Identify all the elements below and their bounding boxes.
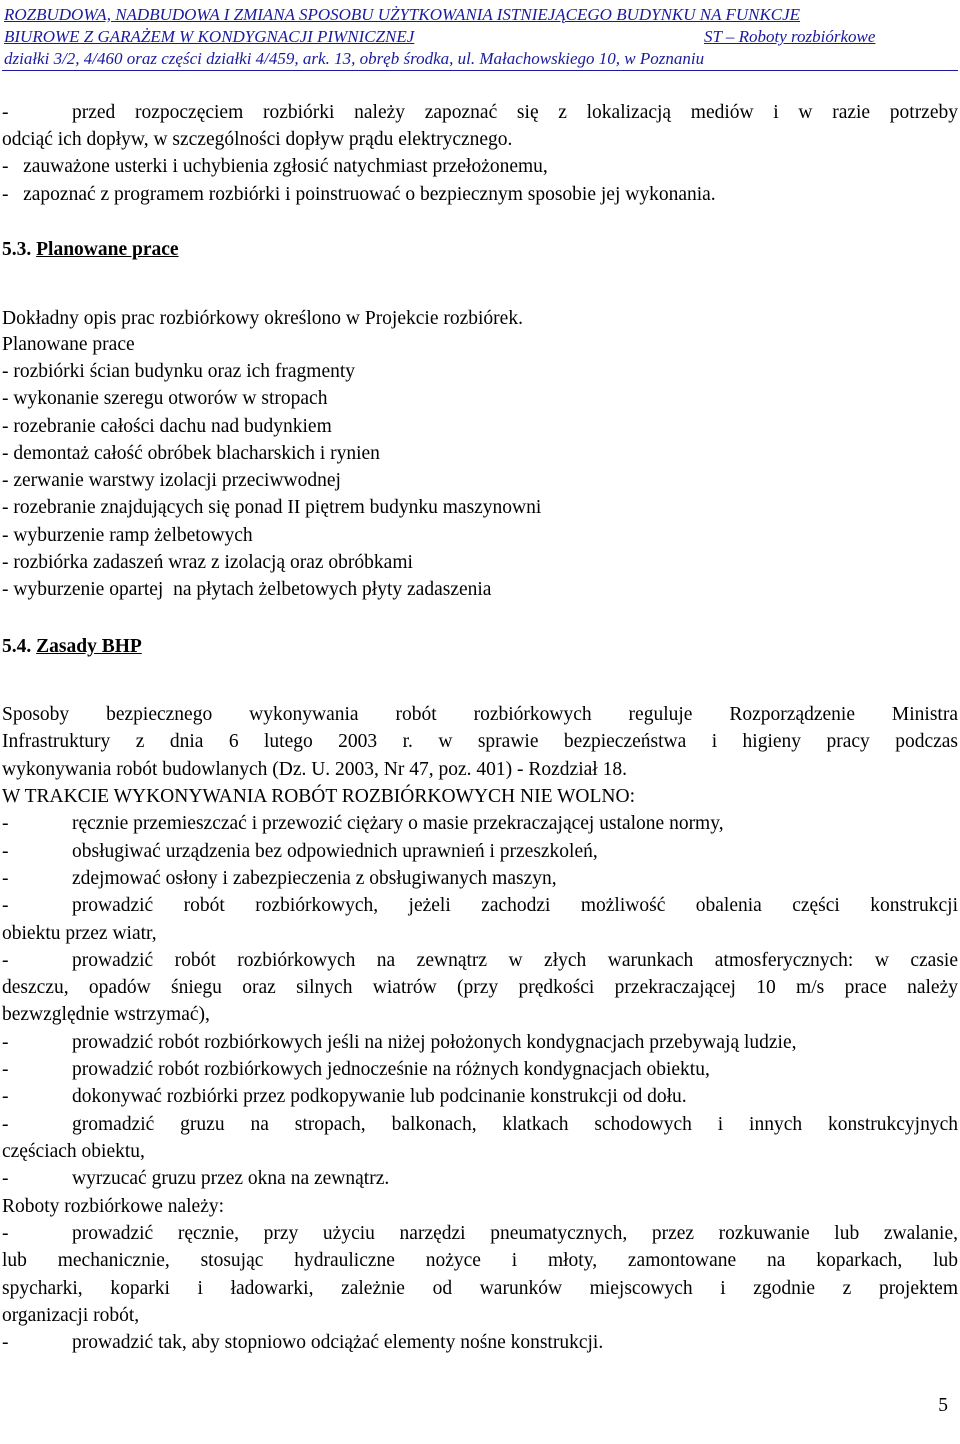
bullet-dash: - bbox=[2, 868, 9, 889]
bullet-dash: - bbox=[2, 1332, 9, 1353]
list-item-text: prowadzić robót rozbiórkowych jednocześnie na różnych kondygnacjach obiektu, bbox=[72, 1059, 710, 1080]
section-number: 5.3. bbox=[2, 239, 32, 260]
list-item-text: deszczu, opadów śniegu oraz silnych wiatrów (przy prędkości przekraczającej 10 m/s prace należy bbox=[2, 977, 958, 998]
work-item bbox=[2, 440, 958, 467]
bullet-dash: - bbox=[2, 1223, 9, 1244]
section-heading-5-4 bbox=[2, 633, 958, 660]
bullet-dash: - bbox=[2, 1114, 9, 1135]
work-item bbox=[2, 576, 958, 603]
paragraph-text: Infrastruktury z dnia 6 lutego 2003 r. w sprawie bezpieczeństwa i higieny pracy podczas bbox=[2, 731, 958, 752]
header-line-3 bbox=[4, 48, 956, 70]
caps-heading: W TRAKCIE WYKONYWANIA ROBÓT ROZBIÓRKOWYCH NIE WOLNO: bbox=[2, 786, 635, 807]
paragraph-text: Planowane prace bbox=[2, 334, 135, 355]
list-item: - wyburzenie opartej na płytach żelbetowych płyty zadaszenia bbox=[2, 579, 492, 600]
section-5-3-paragraph-2 bbox=[2, 331, 958, 358]
prohibition-item-continued bbox=[2, 1138, 958, 1165]
bullet-dash: - bbox=[2, 950, 9, 971]
bullet-dash: - bbox=[2, 841, 9, 862]
list-item: - rozbiórka zadaszeń wraz z izolacją oraz obróbkami bbox=[2, 552, 413, 573]
list-item: - wyburzenie ramp żelbetowych bbox=[2, 525, 253, 546]
list-item-text: prowadzić robót rozbiórkowych, jeżeli zachodzi możliwość obalenia części konstrukcji bbox=[72, 895, 958, 916]
list-item-text: zdejmować osłony i zabezpieczenia z obsługiwanych maszyn, bbox=[72, 868, 557, 889]
list-item-text: bezwzględnie wstrzymać), bbox=[2, 1004, 210, 1025]
header-rule bbox=[2, 70, 958, 71]
list-item-text: prowadzić robót rozbiórkowych na zewnątrz w złych warunkach atmosferycznych: w czasie bbox=[72, 950, 958, 971]
bullet-dash: - bbox=[2, 1168, 9, 1189]
list-item-text: prowadzić robót rozbiórkowych jeśli na niżej położonych kondygnacjach przebywają ludzie, bbox=[72, 1032, 797, 1053]
section-5-4-paragraph-line bbox=[2, 728, 958, 755]
section-number: 5.4. bbox=[2, 636, 32, 657]
work-item bbox=[2, 549, 958, 576]
intro-line-2 bbox=[2, 126, 958, 153]
list-item-text: gromadzić gruzu na stropach, balkonach, klatkach schodowych i innych konstrukcyjnych bbox=[72, 1114, 958, 1135]
header-section-label: ST – Roboty rozbiórkowe bbox=[704, 27, 876, 46]
section-5-3-paragraph-1 bbox=[2, 305, 958, 332]
section-5-4-paragraph-line bbox=[2, 756, 958, 783]
requirement-item-continued bbox=[2, 1275, 958, 1302]
header-title-line-1: ROZBUDOWA, NADBUDOWA I ZMIANA SPOSOBU UŻYTKOWANIA ISTNIEJĄCEGO BUDYNKU NA FUNKCJE bbox=[4, 5, 801, 24]
list-item-text: obsługiwać urządzenia bez odpowiednich uprawnień i przeszkoleń, bbox=[72, 841, 598, 862]
list-item: - rozebranie całości dachu nad budynkiem bbox=[2, 416, 332, 437]
section-title: Planowane prace bbox=[36, 239, 179, 260]
intro-text-4: - zapoznać z programem rozbiórki i poinstruować o bezpiecznym sposobie jej wykonania. bbox=[2, 184, 716, 205]
prohibition-item-continued bbox=[2, 1001, 958, 1028]
list-item-text: spycharki, koparki i ładowarki, zależnie od warunków miejscowych i zgodnie z projektem bbox=[2, 1278, 958, 1299]
intro-text-3: - zauważone usterki i uchybienia zgłosić natychmiast przełożonemu, bbox=[2, 156, 548, 177]
prohibitions-heading bbox=[2, 783, 958, 810]
list-item-text: obiektu przez wiatr, bbox=[2, 923, 157, 944]
paragraph-text: Dokładny opis prac rozbiórkowy określono w Projekcie rozbiórek. bbox=[2, 308, 523, 329]
list-item-text: dokonywać rozbiórki przez podkopywanie lub podcinanie konstrukcji od dołu. bbox=[72, 1086, 687, 1107]
bullet-dash: - bbox=[2, 813, 9, 834]
work-item bbox=[2, 522, 958, 549]
list-item-text: ręcznie przemieszczać i przewozić ciężary o masie przekraczającej ustalone normy, bbox=[72, 813, 724, 834]
bullet-dash: - bbox=[2, 1059, 9, 1080]
list-item: - wykonanie szeregu otworów w stropach bbox=[2, 388, 328, 409]
header-address: działki 3/2, 4/460 oraz części działki 4/459, ark. 13, obręb środka, ul. Małachowskiego 10, w Poznaniu bbox=[4, 49, 705, 68]
prohibition-item-continued bbox=[2, 974, 958, 1001]
page-number: 5 bbox=[938, 1395, 948, 1416]
paragraph-text: wykonywania robót budowlanych (Dz. U. 2003, Nr 47, poz. 401) - Rozdział 18. bbox=[2, 759, 627, 780]
bullet-dash: - bbox=[2, 1032, 9, 1053]
list-item: - zerwanie warstwy izolacji przeciwwodnej bbox=[2, 470, 341, 491]
list-item-text: częściach obiektu, bbox=[2, 1141, 145, 1162]
header-line-2 bbox=[4, 26, 956, 48]
list-item: - demontaż całość obróbek blacharskich i rynien bbox=[2, 443, 380, 464]
header-title-line-2: BIUROWE Z GARAŻEM W KONDYGNACJI PIWNICZNEJ bbox=[4, 27, 415, 46]
list-item-text: prowadzić tak, aby stopniowo odciążać elementy nośne konstrukcji. bbox=[72, 1332, 604, 1353]
bullet-dash: - bbox=[2, 102, 9, 123]
list-item: - rozbiórki ścian budynku oraz ich fragmenty bbox=[2, 361, 356, 382]
section-5-4-paragraph-line bbox=[2, 701, 958, 728]
requirement-item-continued bbox=[2, 1302, 958, 1329]
intro-line-4 bbox=[2, 181, 958, 208]
bullet-dash: - bbox=[2, 895, 9, 916]
intro-text-1: przed rozpoczęciem rozbiórki należy zapoznać się z lokalizacją mediów i w razie potrzeby bbox=[72, 102, 958, 123]
list-item-text: wyrzucać gruzu przez okna na zewnątrz. bbox=[72, 1168, 390, 1189]
work-item bbox=[2, 358, 958, 385]
work-item bbox=[2, 467, 958, 494]
paragraph-text: Sposoby bezpiecznego wykonywania robót rozbiórkowych reguluje Rozporządzenie Ministra bbox=[2, 704, 958, 725]
paragraph-text: Roboty rozbiórkowe należy: bbox=[2, 1196, 225, 1217]
list-item-text: prowadzić ręcznie, przy użyciu narzędzi pneumatycznych, przez rozkuwanie lub zwalanie, bbox=[72, 1223, 958, 1244]
header-line-1 bbox=[4, 4, 956, 26]
prohibition-item-continued bbox=[2, 920, 958, 947]
list-item-text: lub mechanicznie, stosując hydrauliczne nożyce i młoty, zamontowane na koparkach, lub bbox=[2, 1250, 958, 1271]
requirement-item-continued bbox=[2, 1247, 958, 1274]
list-item: - rozebranie znajdujących się ponad II piętrem budynku maszynowni bbox=[2, 497, 542, 518]
work-item bbox=[2, 385, 958, 412]
work-item bbox=[2, 413, 958, 440]
bullet-dash: - bbox=[2, 1086, 9, 1107]
section-heading-5-3 bbox=[2, 236, 958, 263]
section-title: Zasady BHP bbox=[36, 636, 142, 657]
intro-text-2: odciąć ich dopływ, w szczególności dopływ prądu elektrycznego. bbox=[2, 129, 513, 150]
work-item bbox=[2, 494, 958, 521]
intro-line-3 bbox=[2, 153, 958, 180]
list-item-text: organizacji robót, bbox=[2, 1305, 140, 1326]
requirements-intro bbox=[2, 1193, 958, 1220]
